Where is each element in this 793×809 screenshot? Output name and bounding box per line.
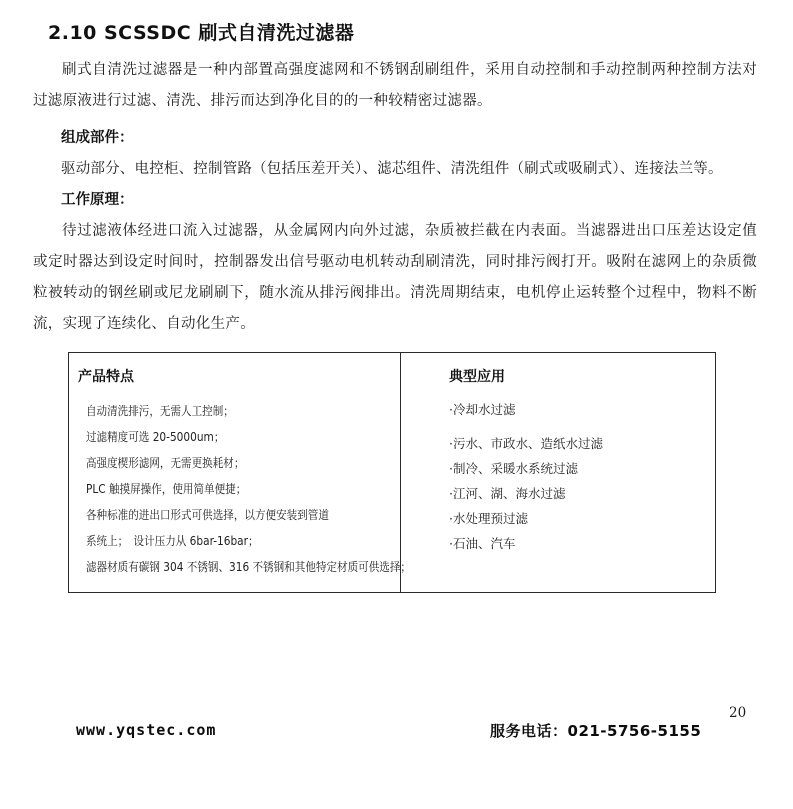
components-text: 驱动部分、电控柜、控制管路（包括压差开关）、滤芯组件、清洗组件（刷式或吸刷式）、连接法兰等。 <box>61 161 723 177</box>
application-item: ·水处理预过滤 <box>449 511 528 526</box>
feature-item: 各种标准的进出口形式可供选择，以方便安装到管道 <box>86 508 329 522</box>
typical-applications-header: 典型应用 <box>449 369 505 385</box>
footer-website: www.yqstec.com <box>76 721 217 739</box>
application-item: ·江河、湖、海水过滤 <box>449 486 566 501</box>
footer-service-phone: 服务电话：021-5756-5155 <box>490 722 702 740</box>
section-heading-components: 组成部件： <box>61 130 134 146</box>
product-features-header: 产品特点 <box>78 369 134 385</box>
page-title: 2.10 SCSSDC 刷式自清洗过滤器 <box>48 22 355 44</box>
feature-item: 高强度楔形滤网，无需更换耗材； <box>86 456 245 470</box>
application-item: ·制冷、采暖水系统过滤 <box>449 461 578 476</box>
features-applications-table <box>68 352 716 593</box>
feature-item: 自动清洗排污，无需人工控制； <box>86 404 234 418</box>
feature-item: PLC 触摸屏操作，使用简单便捷； <box>86 482 247 496</box>
application-item: ·石油、汽车 <box>449 536 516 551</box>
section-heading-working-principle: 工作原理： <box>61 192 134 208</box>
page-number: 20 <box>729 705 747 721</box>
working-principle-paragraph: 待过滤液体经进口流入过滤器，从金属网内向外过滤，杂质被拦截在内表面。当滤器进出口压差达设定值或定时器达到设定时间时，控制器发出信号驱动电机转动刮刷清洗，同时排污阀打开。吸附在滤网上的杂质微粒被转动的钢丝刷或尼龙刷刷下，随水流从排污阀排出。清洗周期结束，电机停止运转整个过程中，物料不断流，实现了连续化、自动化生产。 <box>33 223 757 332</box>
intro-paragraph: 刷式自清洗过滤器是一种内部置高强度滤网和不锈钢刮刷组件，采用自动控制和手动控制两种控制方法对过滤原液进行过滤、清洗、排污而达到净化目的的一种较精密过滤器。 <box>33 62 757 109</box>
application-item: ·污水、市政水、造纸水过滤 <box>449 436 603 451</box>
product-features-cell <box>69 353 411 592</box>
feature-item: 系统上； 设计压力从 6bar-16bar； <box>86 534 259 548</box>
feature-item: 滤器材质有碳钢 304 不锈钢、316 不锈钢和其他特定材质可供选择； <box>86 560 411 574</box>
typical-applications-cell <box>401 353 715 592</box>
components-section <box>61 123 757 216</box>
application-item: ·冷却水过滤 <box>449 402 516 417</box>
feature-item: 过滤精度可选 20-5000um； <box>86 430 225 444</box>
